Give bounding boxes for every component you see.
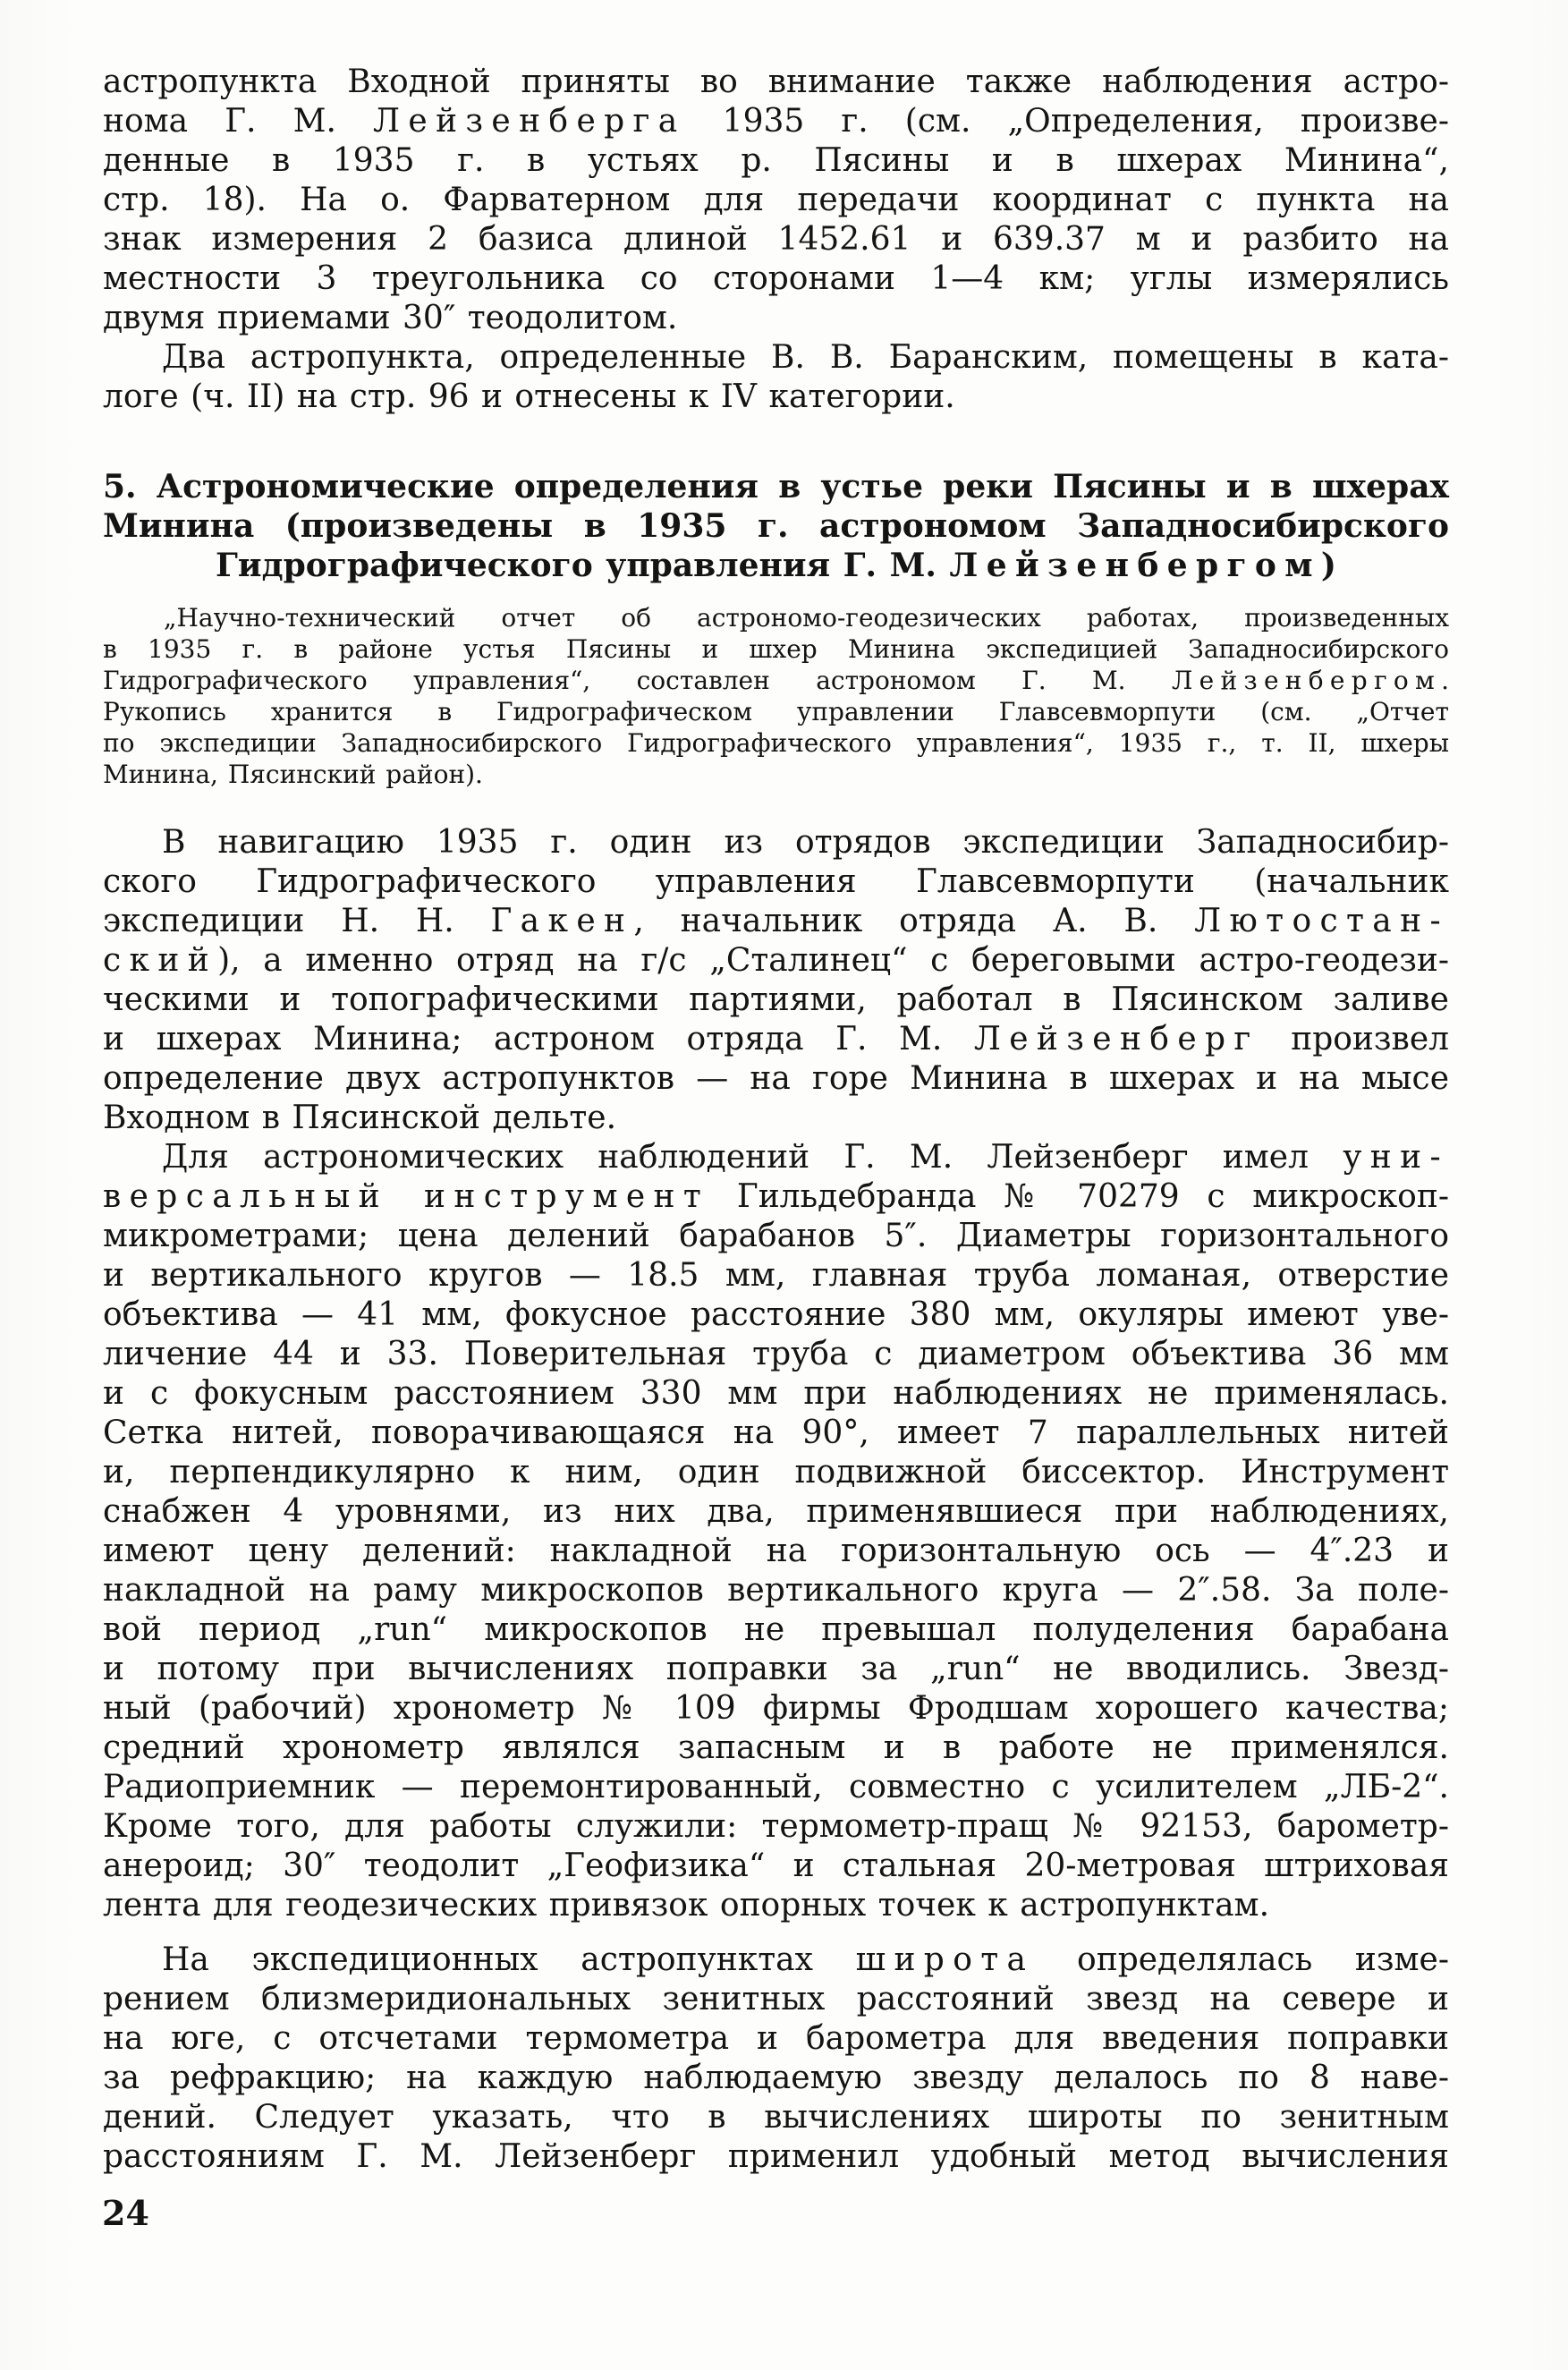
text-line: [103, 1020, 1449, 1059]
text-segment: расстояниям Г. М. Лейзенберг применил удобный метод вычисления: [103, 2138, 1449, 2175]
emphasized-text: Лейзенбергом: [1171, 666, 1442, 695]
text-segment: анероид; 30″ теодолит „Геофизика“ и стальная 20-метровая штриховая: [103, 1848, 1449, 1884]
text-segment: В навигацию 1935 г. один из отрядов экспедиции Западносибир-: [162, 824, 1449, 861]
emphasized-text: широта: [855, 1941, 1035, 1978]
text-segment: накладной на раму микроскопов вертикального круга — 2″.58. За поле-: [103, 1572, 1449, 1609]
text-line: [103, 941, 1449, 981]
emphasized-text: Лейзенберга: [373, 103, 686, 140]
text-line: [103, 1980, 1449, 2019]
text-segment: личение 44 и 33. Поверительная труба с диаметром объектива 36 мм: [103, 1336, 1449, 1372]
text-segment: микрометрами; цена делений барабанов 5″. Диаметры горизонтального: [103, 1218, 1449, 1254]
text-segment: Кроме того, для работы служили: термометр-пращ № 92153, барометр-: [103, 1808, 1449, 1845]
paragraph-continuation: [103, 63, 1449, 338]
text-segment: в 1935 г. в районе устья Пясины и шхер Минина экспедицией Западносибирского: [103, 634, 1449, 664]
text-line: [103, 1177, 1449, 1217]
text-line: [103, 1295, 1449, 1335]
text-segment: и потому при вычислениях поправки за „run“ не вводились. Звезд-: [103, 1651, 1449, 1687]
text-segment: за рефракцию; на каждую наблюдаемую звезду делалось по 8 наве-: [103, 2060, 1449, 2096]
text-segment: Сетка нитей, поворачивающаяся на 90°, имеет 7 параллельных нитей: [103, 1414, 1449, 1451]
text-segment: Радиоприемник — перемонтированный, совместно с усилителем „ЛБ-2“.: [103, 1769, 1449, 1805]
text-line: [103, 467, 1449, 506]
emphasized-text: Лейзенберг: [973, 1021, 1259, 1058]
text-segment: на юге, с отсчетами термометра и барометра для введения поправки: [103, 2020, 1449, 2057]
text-segment: 5. Астрономические определения в устье реки Пясины и в шхерах: [103, 468, 1449, 505]
paragraph: [103, 1138, 1449, 1925]
text-segment: средний хронометр являлся запасным и в работе не применялся.: [103, 1729, 1449, 1766]
text-segment: лента для геодезических привязок опорных точек к астропунктам.: [103, 1887, 1270, 1924]
text-line: [103, 1414, 1449, 1453]
text-line: [103, 1374, 1449, 1414]
text-line: [103, 141, 1449, 181]
text-line: [103, 1768, 1449, 1807]
text-line: [103, 1099, 1449, 1138]
text-line: [103, 1650, 1449, 1689]
source-note: [103, 602, 1449, 790]
text-line: [103, 1807, 1449, 1847]
text-segment: имеют цену делений: накладной на горизонтальную ось — 4″.23 и: [103, 1533, 1449, 1569]
text-line: [103, 1729, 1449, 1768]
text-segment: и с фокусным расстоянием 330 мм при наблюдениях не применялась.: [103, 1375, 1449, 1412]
text-segment: Гильдебранда № 70279 с микроскоп-: [709, 1178, 1449, 1215]
text-segment: и, перпендикулярно к ним, один подвижной биссектор. Инструмент: [103, 1454, 1449, 1491]
text-line: [103, 633, 1449, 665]
text-segment: определение двух астропунктов — на горе Минина в шхерах и на мысе: [103, 1060, 1449, 1097]
text-line: [103, 378, 1449, 417]
text-segment: по экспедиции Западносибирского Гидрографического управления“, 1935 г., т. II, шхеры: [103, 728, 1449, 758]
text-line: [103, 1610, 1449, 1650]
text-line: [103, 181, 1449, 220]
emphasized-text: Лейзенбергом: [949, 547, 1321, 584]
text-line: [103, 1138, 1449, 1177]
text-segment: рением близмеридиональных зенитных расстояний звезд на севере и: [103, 1981, 1449, 2017]
text-line: [103, 1492, 1449, 1532]
text-segment: Гидрографического управления“, составлен астрономом Г. М.: [103, 666, 1172, 695]
text-line: [103, 63, 1449, 102]
paragraph: [103, 338, 1449, 417]
text-line: [103, 1217, 1449, 1256]
text-line: [103, 1689, 1449, 1729]
emphasized-text: Гакен: [490, 903, 634, 939]
text-line: [103, 665, 1449, 696]
text-segment: денные в 1935 г. в устьях р. Пясины и в шхерах Минина“,: [103, 142, 1449, 179]
text-segment: знак измерения 2 базиса длиной 1452.61 и 639.37 м и разбито на: [103, 221, 1449, 258]
text-line: [103, 727, 1449, 759]
text-segment: Минина, Пясинский район).: [103, 760, 483, 789]
text-segment: и шхерах Минина; астроном отряда Г. М.: [103, 1021, 974, 1058]
text-segment: определялась изме-: [1034, 1941, 1449, 1978]
text-segment: и вертикального кругов — 18.5 мм, главная труба ломаная, отверстие: [103, 1257, 1449, 1294]
paragraph: [103, 823, 1449, 1138]
text-segment: местности 3 треугольника со сторонами 1—4 км; углы измерялись: [103, 260, 1449, 297]
text-line: [103, 1335, 1449, 1374]
text-segment: Входном в Пясинской дельте.: [103, 1100, 617, 1136]
text-line: [103, 823, 1449, 862]
text-segment: произвел: [1259, 1021, 1449, 1058]
text-segment: ского Гидрографического управления Главсевморпути (начальник: [103, 863, 1449, 900]
text-segment: .: [1441, 666, 1449, 695]
text-line: [103, 2019, 1449, 2059]
text-segment: 1935 г. (см. „Определения, произве-: [685, 103, 1449, 140]
text-line: [103, 506, 1449, 546]
text-segment: объектива — 41 мм, фокусное расстояние 380 мм, окуляры имеют уве-: [103, 1296, 1449, 1333]
page-number: 24: [102, 2193, 149, 2233]
text-segment: дений. Следует указать, что в вычислениях широты по зенитным: [103, 2099, 1449, 2136]
text-line: [103, 299, 1449, 338]
text-line: [103, 1941, 1449, 1980]
text-segment: Рукопись хранится в Гидрографическом управлении Главсевморпути (см. „Отчет: [103, 697, 1449, 726]
text-segment: ): [1320, 547, 1336, 584]
text-line: [103, 981, 1449, 1020]
emphasized-text: уни-: [1343, 1139, 1449, 1176]
text-line: [103, 338, 1449, 378]
text-segment: Два астропункта, определенные В. В. Баранским, помещены в ката-: [162, 339, 1449, 376]
text-segment: вой период „run“ микроскопов не превышал полуделения барабана: [103, 1611, 1449, 1648]
text-line: [103, 2059, 1449, 2098]
emphasized-text: ский: [103, 942, 218, 979]
text-line: [103, 696, 1449, 727]
text-segment: Для астрономических наблюдений Г. М. Лейзенберг имел: [162, 1139, 1343, 1176]
text-line: [103, 2137, 1449, 2177]
section-heading: [103, 467, 1449, 585]
text-segment: двумя приемами 30″ теодолитом.: [103, 300, 678, 336]
text-line: [103, 1256, 1449, 1295]
text-segment: ), а именно отряд на г/с „Сталинец“ с береговыми астро-геодези-: [217, 942, 1449, 979]
paragraph: [103, 1941, 1449, 2177]
text-segment: астропункта Входной приняты во внимание также наблюдения астро-: [103, 64, 1449, 100]
text-line: [103, 1532, 1449, 1571]
text-segment: снабжен 4 уровнями, из них два, применявшиеся при наблюдениях,: [103, 1493, 1449, 1530]
text-line: [103, 102, 1449, 141]
text-segment: Минина (произведены в 1935 г. астрономом Западносибирского: [103, 507, 1449, 545]
emphasized-text: Лютостан-: [1194, 903, 1449, 939]
text-line: [103, 602, 1449, 633]
text-segment: стр. 18). На о. Фарватерном для передачи координат с пункта на: [103, 182, 1449, 218]
text-line: [103, 902, 1449, 941]
text-segment: ческими и топографическими партиями, работал в Пясинском заливе: [103, 981, 1449, 1018]
text-line: [103, 862, 1449, 902]
text-line: [103, 1453, 1449, 1492]
text-line: [103, 546, 1449, 585]
text-line: [103, 1886, 1449, 1925]
text-line: [103, 259, 1449, 299]
text-segment: экспедиции Н. Н.: [103, 903, 491, 939]
page-content: [103, 63, 1449, 2177]
text-line: [103, 2098, 1449, 2137]
text-line: [103, 1847, 1449, 1886]
text-segment: нома Г. М.: [103, 103, 373, 140]
text-line: [103, 1571, 1449, 1610]
text-segment: „Научно-технический отчет об астрономо-геодезических работах, произведенных: [164, 603, 1449, 633]
text-segment: ный (рабочий) хронометр № 109 фирмы Фродшам хорошего качества;: [103, 1690, 1449, 1727]
emphasized-text: версальный инструмент: [103, 1178, 710, 1215]
text-segment: логе (ч. II) на стр. 96 и отнесены к IV категории.: [103, 378, 955, 415]
text-line: [103, 220, 1449, 259]
text-line: [103, 1059, 1449, 1099]
text-segment: Гидрографического управления Г. М.: [216, 547, 950, 584]
text-segment: На экспедиционных астропунктах: [162, 1941, 856, 1978]
text-line: [103, 759, 1449, 790]
text-segment: , начальник отряда А. В.: [633, 903, 1195, 939]
